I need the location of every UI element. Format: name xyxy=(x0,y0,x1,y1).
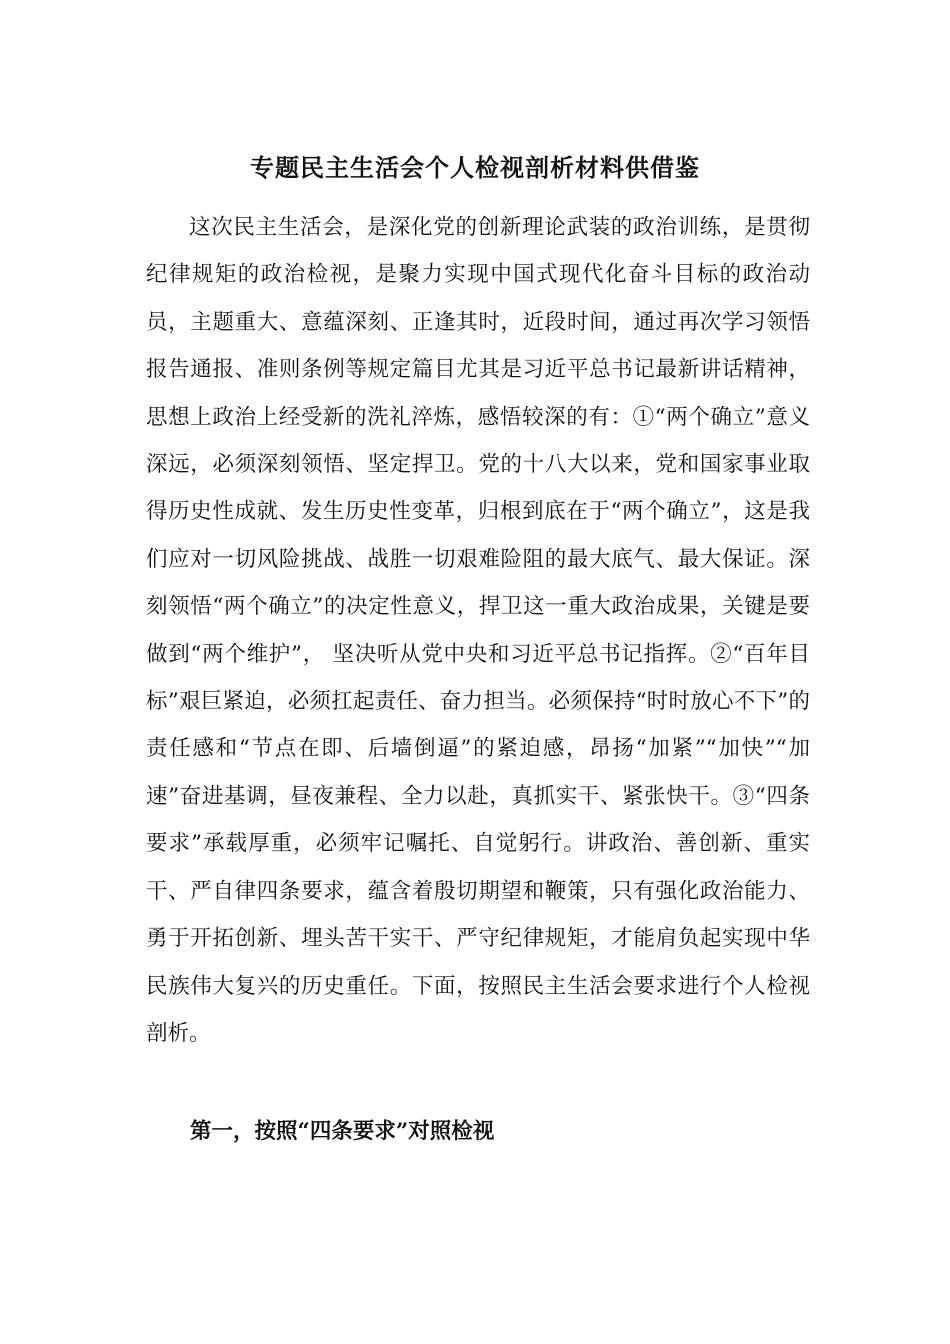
document-title: 专题民主生活会个人检视剖析材料供借鉴 xyxy=(250,153,700,182)
intro-paragraph: 这次民主生活会，是深化党的创新理论武装的政治训练，是贯彻纪律规矩的政治检视，是聚力实现中国式现代化奋斗目标的政治动员，主题重大、意蕴深刻、正逢其时，近段时间，通过再次学习领悟报告通报、准则条例等规定篇目尤其是习近平总书记最新讲话精神，思想上政治上经受新的洗礼淬炼，感悟较深的有：①“两个确立”意义深远，必须深刻领悟、坚定捍卫。党的十八大以来，党和国家事业取得历史性成就、发生历史性变革，归根到底在于“两个确立”，这是我们应对一切风险挑战、战胜一切艰难险阻的最大底气、最大保证。深刻领悟“两个确立”的决定性意义，捍卫这一重大政治成果，关键是要做到“两个维护”， 坚决听从党中央和习近平总书记指挥。②“百年目标”艰巨紧迫，必须扛起责任、奋力担当。必须保持“时时放心不下”的责任感和“节点在即、后墙倒逼”的紧迫感，昂扬“加紧”“加快”“加速”奋进基调，昼夜兼程、全力以赴，真抓实干、紧张快干。③“四条要求”承载厚重，必须牢记嘱托、自觉躬行。讲政治、善创新、重实干、严自律四条要求，蕴含着殷切期望和鞭策，只有强化政治能力、勇于开拓创新、埋头苦干实干、严守纪律规矩，才能肩负起实现中华民族伟大复兴的历史重任。下面，按照民主生活会要求进行个人检视剖析。 xyxy=(146,215,810,1046)
section-heading: 第一，按照“四条要求”对照检视 xyxy=(190,1119,495,1144)
